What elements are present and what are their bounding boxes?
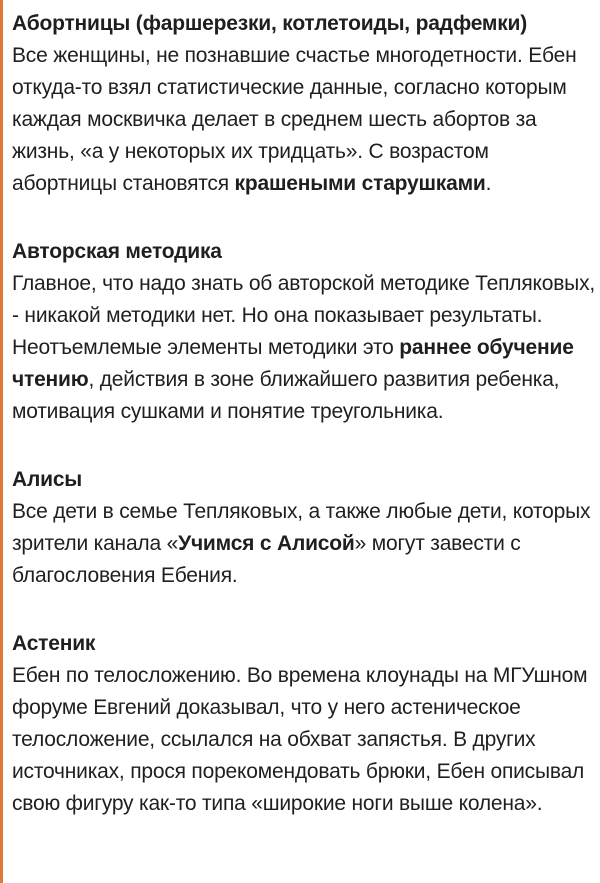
entry-text: . bbox=[485, 172, 492, 195]
glossary-entry-alisy bbox=[12, 464, 596, 592]
entry-text: Ебен по телосложению. Во времена клоунады на МГУшном форуме Евгений доказывал, что у него астеническое телосложение, ссылался на обхват запястья. В других источниках, прося порекомендовать брюки, Ебен описывал свою фигуру как-то типа «широкие ноги выше колена». bbox=[12, 664, 588, 815]
entry-text: Все дети в семье Тепляковых, а также любые дети, которых зрители канала « bbox=[12, 500, 591, 555]
entry-text: Главное, что надо знать об авторской методике Тепляковых, - никакой методики нет. Но она показывает результаты. Неотъемлемые элементы методики это bbox=[12, 272, 595, 359]
entry-title: Абортницы (фаршерезки, котлетоиды, радфемки) bbox=[12, 12, 528, 35]
entry-body bbox=[12, 660, 596, 820]
glossary-content bbox=[12, 8, 596, 856]
entry-title: Авторская методика bbox=[12, 240, 222, 263]
entry-text: Все женщины, не познавшие счастье многодетности. Ебен откуда-то взял статистические данные, согласно которым каждая москвичка делает в среднем шесть абортов за жизнь, «а у некоторых их тридцать». С возрастом абортницы становятся bbox=[12, 44, 577, 195]
entry-bold-term: крашеными старушками bbox=[234, 172, 486, 195]
entry-text: » могут завести с благословения Ебения. bbox=[12, 532, 521, 587]
entry-body bbox=[12, 268, 596, 428]
entry-body bbox=[12, 40, 596, 200]
entry-title: Алисы bbox=[12, 468, 83, 491]
glossary-entry-avtorskaya-metodika bbox=[12, 236, 596, 428]
entry-body bbox=[12, 496, 596, 592]
glossary-entry-astenik bbox=[12, 628, 596, 820]
entry-bold-term: Учимся с Алисой bbox=[178, 532, 355, 555]
glossary-entry-abortnitsy bbox=[12, 8, 596, 200]
entry-text: , действия в зоне ближайшего развития ребенка, мотивация сушками и понятие треугольника. bbox=[12, 368, 560, 423]
entry-title: Астеник bbox=[12, 632, 96, 655]
entry-bold-term: раннее обучение чтению bbox=[12, 336, 574, 391]
left-accent-bar bbox=[0, 0, 3, 883]
